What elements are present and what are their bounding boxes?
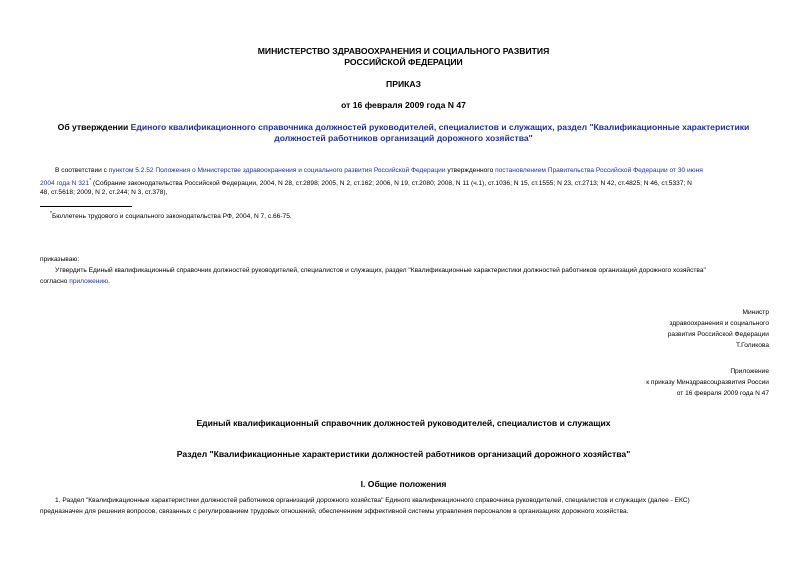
signature-block <box>668 307 769 351</box>
order-body-line2 <box>40 276 110 288</box>
doc-title-line2 <box>0 133 807 144</box>
order-body-prefix: согласно <box>40 278 70 285</box>
footnote-mark: * <box>50 211 52 217</box>
section-title-razdel: Раздел "Квалификационные характеристики должностей работников организаций дорожного хозяйства" <box>176 449 631 459</box>
footnote <box>50 209 292 223</box>
ministry-heading-line1: МИНИСТЕРСТВО ЗДРАВООХРАНЕНИЯ И СОЦИАЛЬНОГО РАЗВИТИЯ <box>257 46 550 56</box>
signature-title2: здравоохранения и социального <box>669 320 769 327</box>
paragraph1-line1: 1. Раздел "Квалификационные характеристики должностей работников организаций дорожного хозяйства" Единого квалификационного справочника руководителей, специалистов и служащих (далее - ЕКС) <box>55 497 690 504</box>
preamble-line1 <box>55 165 767 177</box>
paragraph1-line2: предназначен для решения вопросов, связанных с регулированием трудовых отношений, обеспечением эффективной системы управления персоналом в организациях дорожного хозяйства. <box>40 508 629 515</box>
order-prikazyvayu: приказываю: <box>40 256 80 263</box>
footnote-ref[interactable]: * <box>89 178 92 184</box>
signature-title: Министр <box>742 309 769 316</box>
footnote-text: Бюллетень трудового и социального законодательства РФ, 2004, N 7, с.66-75. <box>51 213 292 221</box>
order-body-line1: Утвердить Единый квалификационный справочник должностей руководителей, специалистов и служащих, раздел "Квалификационные характеристики должностей работников организаций дорожного хозяйства" <box>55 267 706 274</box>
signature-title3: развития Российской Федерации <box>667 331 769 338</box>
doc-title-prefix: Об утверждении <box>57 122 131 132</box>
section-title-general: I. Общие положения <box>360 479 447 489</box>
appendix-label: Приложение <box>730 368 769 375</box>
preamble-sources: (Собрание законодательства Российской Федерации, 2004, N 28, ст.2898; 2005, N 2, ст.162; 2006, N 19, ст.2080; 2008, N 11 (ч.1), ст.1036; N 15, ст.1555; N 23, ст.2713; N 42, ст.4825; N 46, ст.5337; N <box>93 180 692 188</box>
appendix-ref: к приказу Минздравсоцразвития России <box>646 379 769 386</box>
doc-date-number: от 16 февраля 2009 года N 47 <box>341 100 466 110</box>
preamble-link-postanovlenie-cont[interactable]: 2004 года N 321 <box>40 180 90 188</box>
appendix-date: от 16 февраля 2009 года N 47 <box>676 390 769 397</box>
appendix-link[interactable]: приложению <box>69 278 109 285</box>
doc-title-line1 <box>0 122 807 133</box>
section-title-eks: Единый квалификационный справочник должностей руководителей, специалистов и служащих <box>196 418 611 428</box>
order-body-suffix: . <box>108 278 110 285</box>
preamble-text2: утвержденного <box>445 167 496 174</box>
doc-title-link[interactable]: Единого квалификационного справочника должностей руководителей, специалистов и служащих, раздел "Квалификационные характеристики <box>130 122 750 132</box>
preamble-link-polozhenie[interactable]: пунктом 5.2.52 Положения о Министерстве здравоохранения и социального развития Российской Федерации <box>108 167 446 174</box>
appendix-block <box>646 366 769 399</box>
signature-name: Т.Голикова <box>735 342 769 349</box>
ministry-heading-line2: РОССИЙСКОЙ ФЕДЕРАЦИИ <box>344 57 463 67</box>
footnote-divider <box>40 206 132 207</box>
preamble-text: В соответствии с <box>55 167 109 174</box>
doc-type: ПРИКАЗ <box>386 79 421 89</box>
preamble-link-postanovlenie[interactable]: постановлением Правительства Российской Федерации от 30 июня <box>495 167 703 174</box>
doc-title-link-cont[interactable]: должностей работников организаций дорожного хозяйства" <box>274 133 533 143</box>
preamble-line3: 48, ст.5618; 2009, N 2, ст.244; N 3, ст.378), <box>40 189 168 196</box>
